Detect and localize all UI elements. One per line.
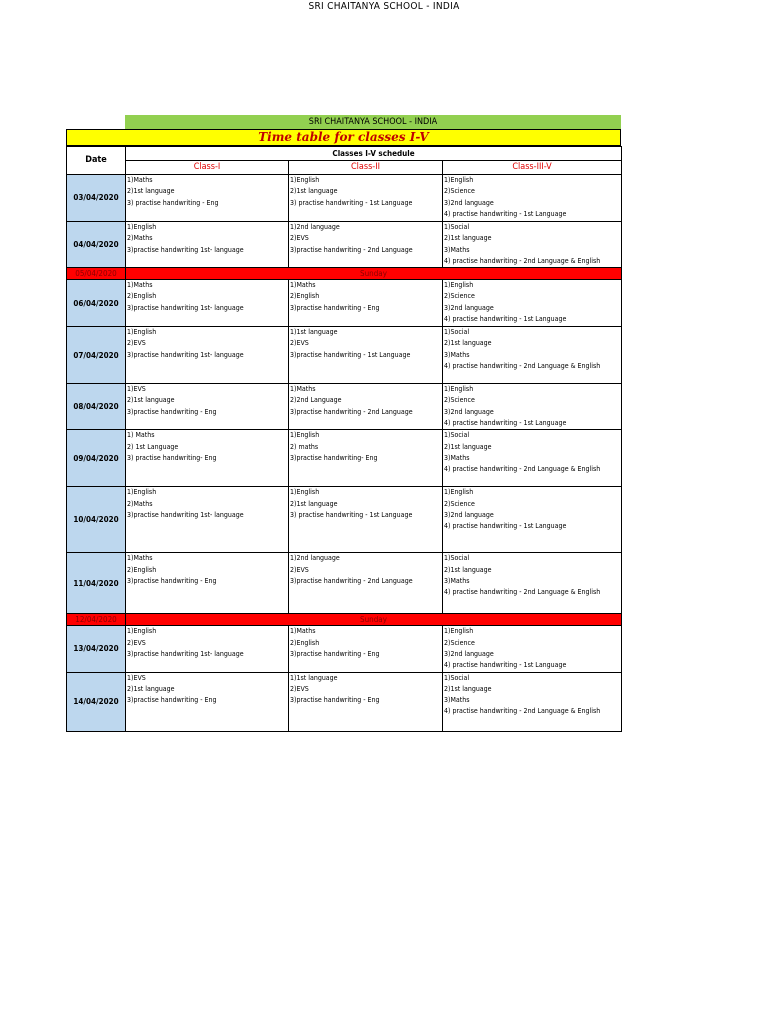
subject-line: 3)practise handwriting - Eng — [290, 696, 380, 705]
subject-line: 4) practise handwriting - 2nd Language & English — [444, 362, 601, 371]
schedule-row — [67, 626, 622, 672]
subject-line: 2)1st language — [290, 187, 338, 196]
subject-line: 2)Science — [444, 499, 475, 508]
class-3-5-cell — [443, 553, 622, 614]
subject-line: 1)English — [127, 488, 157, 497]
subject-line: 3)practise handwriting - Eng — [290, 649, 380, 658]
subject-line: 3)2nd language — [444, 649, 494, 658]
subject-line: 1)English — [127, 627, 157, 636]
header-row — [67, 147, 622, 161]
holiday-label: Sunday — [126, 268, 622, 280]
holiday-row — [67, 614, 622, 626]
row-date: 10/04/2020 — [67, 487, 126, 553]
subject-line: 4) practise handwriting - 1st Language — [444, 661, 567, 670]
subject-line: 3)practise handwriting - 1st Language — [290, 350, 411, 359]
subject-line: 2)Science — [444, 292, 475, 301]
class-2-cell — [289, 175, 443, 222]
holiday-label: Sunday — [126, 614, 622, 626]
subject-line: 1)Maths — [127, 176, 153, 184]
subject-line: 1)English — [444, 488, 474, 497]
schedule-header: Classes I-V schedule — [126, 147, 622, 161]
subject-line: 4) practise handwriting - 1st Language — [444, 209, 567, 218]
schedule-row — [67, 553, 622, 614]
subject-line: 2)1st language — [290, 499, 338, 508]
subject-line: 2)EVS — [127, 339, 146, 348]
subject-line: 3)practise handwriting - 2nd Language — [290, 407, 413, 416]
subject-line: 3)practise handwriting - Eng — [127, 696, 217, 705]
subject-line: 4) practise handwriting - 1st Language — [444, 522, 567, 531]
class-1-cell — [126, 626, 289, 672]
subject-line: 1)2nd language — [290, 554, 340, 563]
subject-line: 2)English — [127, 292, 157, 301]
subject-line: 1)Maths — [290, 281, 316, 290]
subject-line: 3)Maths — [444, 576, 470, 585]
class-3-5-cell — [443, 430, 622, 487]
subject-line: 3)2nd language — [444, 510, 494, 519]
class-2-cell — [289, 327, 443, 384]
subject-line: 3)2nd language — [444, 303, 494, 312]
row-date: 11/04/2020 — [67, 553, 126, 614]
subject-line: 2)1st language — [444, 234, 492, 243]
subject-line: 4) practise handwriting - 2nd Language & English — [444, 256, 601, 265]
subject-line: 1)Maths — [290, 385, 316, 394]
subject-line: 2)EVS — [290, 565, 309, 574]
subject-line: 1)Social — [444, 673, 470, 682]
subject-line: 2)2nd Language — [290, 396, 342, 405]
row-date: 09/04/2020 — [67, 430, 126, 487]
subject-line: 1)Maths — [127, 281, 153, 290]
class-3-5-cell — [443, 487, 622, 553]
subject-line: 1)English — [290, 431, 320, 440]
holiday-date: 05/04/2020 — [67, 268, 126, 280]
subject-line: 3)Maths — [444, 245, 470, 254]
subject-line: 2)EVS — [127, 638, 146, 647]
subject-line: 2)Maths — [127, 234, 153, 243]
subject-line: 1)English — [444, 281, 474, 290]
subject-line: 3)practise handwriting- Eng — [290, 453, 378, 462]
class-3-5-cell — [443, 175, 622, 222]
schedule-row — [67, 384, 622, 430]
page-header: SRI CHAITANYA SCHOOL - INDIA — [308, 1, 460, 12]
subject-line: 2)English — [290, 638, 320, 647]
class-1-cell — [126, 672, 289, 731]
class-3-5-cell — [443, 222, 622, 268]
schedule-row — [67, 175, 622, 222]
subject-line: 3)Maths — [444, 350, 470, 359]
row-date: 06/04/2020 — [67, 280, 126, 327]
date-column-header: Date — [67, 147, 126, 175]
subject-line: 1)Social — [444, 223, 470, 231]
subject-line: 1)English — [444, 385, 474, 394]
subject-line: 2)1st language — [127, 187, 175, 196]
class-2-cell — [289, 672, 443, 731]
row-date: 13/04/2020 — [67, 626, 126, 672]
schedule-row — [67, 222, 622, 268]
subject-line: 1)English — [290, 176, 320, 184]
subject-line: 2)EVS — [290, 684, 309, 693]
schedule-row — [67, 280, 622, 327]
subject-line: 3)practise handwriting 1st- language — [127, 350, 244, 359]
subject-line: 2) 1st Language — [127, 442, 179, 451]
subject-line: 2)EVS — [290, 339, 309, 348]
class-3-5-cell — [443, 280, 622, 327]
schedule-row — [67, 430, 622, 487]
school-banner: SRI CHAITANYA SCHOOL - INDIA — [125, 115, 621, 129]
schedule-row — [67, 327, 622, 384]
class-3-5-cell — [443, 626, 622, 672]
class-2-cell — [289, 553, 443, 614]
subject-line: 2) maths — [290, 442, 319, 451]
class-1-header: Class-I — [126, 161, 289, 175]
subject-line: 3)practise handwriting 1st- language — [127, 510, 244, 519]
class-2-cell — [289, 222, 443, 268]
row-date: 07/04/2020 — [67, 327, 126, 384]
class-3-5-header: Class-III-V — [443, 161, 622, 175]
subject-line: 4) practise handwriting - 2nd Language & English — [444, 707, 601, 716]
subject-line: 1)Social — [444, 328, 470, 337]
subject-line: 1)2nd language — [290, 223, 340, 231]
subject-line: 1)Social — [444, 554, 470, 563]
subject-line: 3)2nd language — [444, 407, 494, 416]
subject-line: 1) Maths — [127, 431, 155, 440]
subject-line: 3) practise handwriting - Eng — [127, 198, 219, 207]
subject-line: 2)Science — [444, 396, 475, 405]
subject-line: 1)Maths — [290, 627, 316, 636]
subject-line: 3)practise handwriting - Eng — [127, 576, 217, 585]
subject-line: 2)Science — [444, 187, 475, 196]
class-1-cell — [126, 384, 289, 430]
subject-line: 3)Maths — [444, 453, 470, 462]
subject-line: 2)1st language — [444, 565, 492, 574]
holiday-date: 12/04/2020 — [67, 614, 126, 626]
subject-line: 2)1st language — [444, 339, 492, 348]
class-2-header: Class-II — [289, 161, 443, 175]
class-2-cell — [289, 280, 443, 327]
subject-line: 4) practise handwriting - 1st Language — [444, 419, 567, 428]
subject-line: 4) practise handwriting - 2nd Language & English — [444, 588, 601, 597]
subject-line: 1)English — [444, 176, 474, 184]
holiday-row — [67, 268, 622, 280]
subject-line: 1)English — [444, 627, 474, 636]
subject-line: 4) practise handwriting - 1st Language — [444, 315, 567, 324]
subject-line: 2)English — [290, 292, 320, 301]
class-3-5-cell — [443, 384, 622, 430]
subject-line: 1)English — [127, 328, 157, 337]
timetable-title: Time table for classes I-V — [66, 129, 621, 146]
class-1-cell — [126, 222, 289, 268]
subject-line: 2)Maths — [127, 499, 153, 508]
subject-line: 3)practise handwriting 1st- language — [127, 303, 244, 312]
class-1-cell — [126, 327, 289, 384]
subject-line: 1)EVS — [127, 385, 146, 394]
subject-line: 2)1st language — [444, 684, 492, 693]
subject-line: 3)Maths — [444, 696, 470, 705]
class-2-cell — [289, 626, 443, 672]
class-3-5-cell — [443, 327, 622, 384]
subject-line: 2)1st language — [444, 442, 492, 451]
subject-line: 1)English — [127, 223, 157, 231]
subject-line: 2)1st language — [127, 396, 175, 405]
subject-line: 1)1st language — [290, 328, 338, 337]
subject-line: 3)practise handwriting 1st- language — [127, 649, 244, 658]
subject-line: 1)1st language — [290, 673, 338, 682]
timetable-sheet — [66, 115, 621, 732]
schedule-row — [67, 487, 622, 553]
subject-line: 3)practise handwriting - 2nd Language — [290, 576, 413, 585]
schedule-row — [67, 672, 622, 731]
timetable — [66, 146, 622, 732]
class-2-cell — [289, 430, 443, 487]
class-3-5-cell — [443, 672, 622, 731]
subject-line: 2)EVS — [290, 234, 309, 243]
subject-line: 1)Maths — [127, 554, 153, 563]
subject-line: 3)2nd language — [444, 198, 494, 207]
subject-line: 1)Social — [444, 431, 470, 440]
row-date: 04/04/2020 — [67, 222, 126, 268]
row-date: 03/04/2020 — [67, 175, 126, 222]
class-2-cell — [289, 384, 443, 430]
subject-line: 3)practise handwriting - Eng — [127, 407, 217, 416]
subject-line: 1)English — [290, 488, 320, 497]
subject-line: 2)English — [127, 565, 157, 574]
subject-line: 3) practise handwriting- Eng — [127, 453, 217, 462]
subject-line: 3)practise handwriting - Eng — [290, 303, 380, 312]
row-date: 08/04/2020 — [67, 384, 126, 430]
subject-line: 3)practise handwriting 1st- language — [127, 245, 244, 254]
class-1-cell — [126, 487, 289, 553]
class-1-cell — [126, 175, 289, 222]
subject-line: 3) practise handwriting - 1st Language — [290, 198, 413, 207]
row-date: 14/04/2020 — [67, 672, 126, 731]
subject-line: 1)EVS — [127, 673, 146, 682]
subject-line: 2)Science — [444, 638, 475, 647]
subject-line: 4) practise handwriting - 2nd Language & English — [444, 465, 601, 474]
class-2-cell — [289, 487, 443, 553]
subject-line: 2)1st language — [127, 684, 175, 693]
class-header-row — [67, 161, 622, 175]
subject-line: 3) practise handwriting - 1st Language — [290, 510, 413, 519]
subject-line: 3)practise handwriting - 2nd Language — [290, 245, 413, 254]
class-1-cell — [126, 553, 289, 614]
class-1-cell — [126, 280, 289, 327]
class-1-cell — [126, 430, 289, 487]
